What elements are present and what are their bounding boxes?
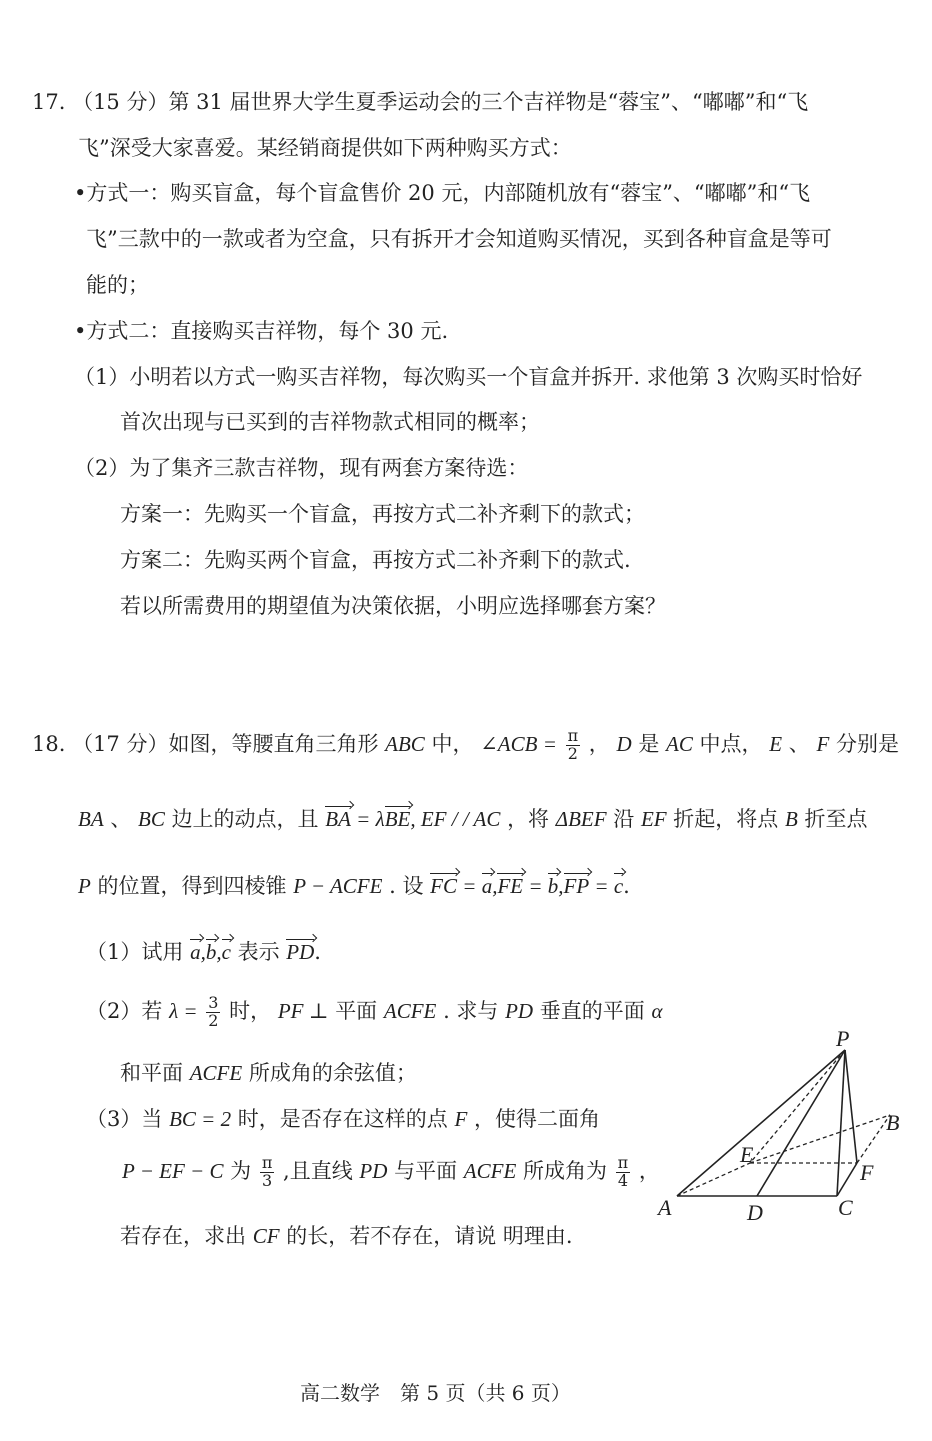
math: ,: [492, 874, 498, 898]
fraction: $\frac{3}{2}$: [208, 993, 219, 1030]
vector: c: [613, 874, 624, 898]
q17-line-5: 能的；: [86, 273, 149, 297]
q18-text: ,且直线: [283, 1158, 353, 1183]
edge-AE: [677, 1163, 750, 1196]
page-footer: 高二数学 第 5 页（共 6 页）: [300, 1381, 571, 1405]
q18-text: .: [623, 874, 630, 898]
math: ABC: [385, 731, 425, 756]
q17-line-12: 若以所需费用的期望值为决策依据，小明应选择哪套方案？: [120, 594, 666, 618]
math: =: [523, 874, 548, 898]
math: ACFE: [383, 998, 437, 1023]
vector: FE: [497, 874, 524, 898]
q17-line-6: •方式二：直接购买吉祥物，每个 30 元.: [74, 319, 449, 343]
math: λ =: [169, 998, 198, 1023]
math: ,: [558, 874, 564, 898]
q18-text: 的长，若不存在，请说 明理由.: [286, 1224, 573, 1248]
math: =: [589, 874, 614, 898]
q17-line-10: 方案一：先购买一个盲盒，再按方式二补齐剩下的款式；: [120, 502, 645, 526]
label-D: D: [747, 1200, 763, 1225]
math: α: [651, 998, 663, 1023]
math: CF: [252, 1224, 280, 1248]
math: PD: [359, 1158, 388, 1183]
q18-text: . 求与: [443, 998, 499, 1023]
q17-line-9: （2）为了集齐三款吉祥物，现有两套方案待选：: [74, 456, 529, 480]
q18-text: （3）当: [86, 1107, 163, 1131]
vector: FP: [563, 874, 590, 898]
q18-text: 是: [638, 731, 660, 756]
math: D: [616, 731, 632, 756]
math: P: [78, 874, 91, 898]
math: =: [457, 874, 482, 898]
q18-text: 所成角的余弦值；: [248, 1061, 417, 1085]
q18-text: 平面: [335, 998, 378, 1023]
q18-part-1: [86, 942, 321, 963]
q18-text: ，: [588, 731, 610, 756]
q18-part-3b: [122, 1155, 660, 1190]
q18-text: 的位置，得到四棱锥: [97, 874, 287, 898]
q18-text: ，使得二面角: [473, 1107, 600, 1131]
q18-text: ，: [638, 1158, 660, 1183]
math: = λ: [350, 807, 385, 831]
math: BC: [138, 807, 165, 831]
vector: b: [547, 874, 559, 898]
math: F: [454, 1107, 468, 1131]
math: P − EF − C: [122, 1158, 224, 1183]
q18-text: 表示: [237, 940, 280, 964]
label-P: P: [836, 1026, 850, 1051]
q18-part-2b: [120, 1063, 417, 1084]
math: AC: [666, 731, 693, 756]
vector: BA: [325, 807, 351, 831]
edge-PA: [677, 1050, 845, 1196]
vector: BE: [384, 807, 411, 831]
math: , EF / / AC: [410, 807, 501, 831]
edge-PF: [845, 1050, 857, 1163]
pyramid-figure: [650, 1022, 910, 1227]
q18-text: 分别是: [835, 731, 899, 756]
q17-line-2: 飞”深受大家喜爱。某经销商提供如下两种购买方式：: [78, 136, 572, 160]
q18-text: 若存在，求出: [120, 1224, 246, 1248]
q17-line-1: 17. （15 分）第 31 届世界大学生夏季运动会的三个吉祥物是“蓉宝”、“嘟嘟”和“飞: [32, 90, 809, 114]
math: ,: [216, 940, 222, 964]
q18-text: . 设: [389, 874, 424, 898]
q18-part-3c: [120, 1226, 573, 1247]
q18-text: （1）试用: [86, 940, 184, 964]
math: PF ⊥: [277, 998, 329, 1023]
math: ,: [200, 940, 206, 964]
q18-text: 中点，: [699, 731, 763, 756]
q18-text: （2）若: [86, 998, 163, 1023]
q18-text: 垂直的平面: [539, 998, 645, 1023]
q17-line-3: •方式一：购买盲盒，每个盲盒售价 20 元，内部随机放有“蓉宝”、“嘟嘟”和“飞: [74, 181, 811, 205]
q18-text: 、: [110, 807, 132, 831]
q18-text: 和平面: [120, 1061, 183, 1085]
math: P − ACFE: [293, 874, 383, 898]
label-F: F: [860, 1160, 874, 1185]
q18-text: 中，: [431, 731, 474, 756]
label-E: E: [740, 1142, 754, 1167]
fraction: $\frac{\pi}{4}$: [617, 1153, 629, 1190]
q18-text: 时，是否存在这样的点: [237, 1107, 448, 1131]
q18-part-2: [86, 995, 663, 1030]
q18-text: 时，: [229, 998, 272, 1023]
q18-line-1: [32, 728, 899, 763]
vector: c: [221, 940, 231, 964]
math: ACFE: [463, 1158, 517, 1183]
math: E: [769, 731, 783, 756]
math: ACFE: [189, 1061, 243, 1085]
label-C: C: [838, 1195, 853, 1220]
q18-text: .: [314, 940, 321, 964]
q18-text: 与平面: [394, 1158, 458, 1183]
q18-text: 折至点: [804, 807, 868, 831]
fraction: $\frac{\pi}{3}$: [261, 1153, 273, 1190]
vector: a: [481, 874, 493, 898]
q18-text: 18. （17 分）如图，等腰直角三角形: [32, 731, 379, 756]
label-A: A: [658, 1195, 672, 1220]
math: BC = 2: [169, 1107, 232, 1131]
math: BA: [78, 807, 104, 831]
q18-line-3: [78, 876, 630, 897]
edge-PD: [757, 1050, 845, 1196]
vector: a: [190, 940, 201, 964]
q18-text: ，将: [507, 807, 550, 831]
vector: PD: [286, 940, 315, 964]
q17-line-4: 飞”三款中的一款或者为空盒，只有拆开才会知道购买情况，买到各种盲盒是等可: [86, 227, 832, 251]
fraction: $\frac{\pi}{2}$: [567, 726, 579, 763]
vector: b: [205, 940, 217, 964]
math: ΔBEF: [555, 807, 607, 831]
math: PD: [505, 998, 534, 1023]
q17-line-7: （1）小明若以方式一购买吉祥物，每次购买一个盲盒并拆开. 求他第 3 次购买时恰好: [74, 365, 863, 389]
q18-text: 为: [230, 1158, 252, 1183]
q18-line-2: [78, 809, 867, 830]
edge-PC: [837, 1050, 845, 1196]
edge-CF: [837, 1163, 857, 1196]
q18-text: 所成角为: [522, 1158, 607, 1183]
label-B: B: [886, 1110, 900, 1135]
q18-text: 、: [788, 731, 810, 756]
q17-line-11: 方案二：先购买两个盲盒，再按方式二补齐剩下的款式.: [120, 548, 631, 572]
q18-text: 边上的动点，且: [171, 807, 319, 831]
q18-text: 沿: [613, 807, 635, 831]
math: ∠ACB =: [480, 731, 557, 756]
q17-line-8: 首次出现与已买到的吉祥物款式相同的概率；: [120, 410, 540, 434]
q18-text: 折起，将点: [673, 807, 779, 831]
math: EF: [640, 807, 667, 831]
math: F: [816, 731, 830, 756]
math: B: [784, 807, 798, 831]
vector: FC: [430, 874, 458, 898]
q18-part-3: [86, 1109, 600, 1130]
